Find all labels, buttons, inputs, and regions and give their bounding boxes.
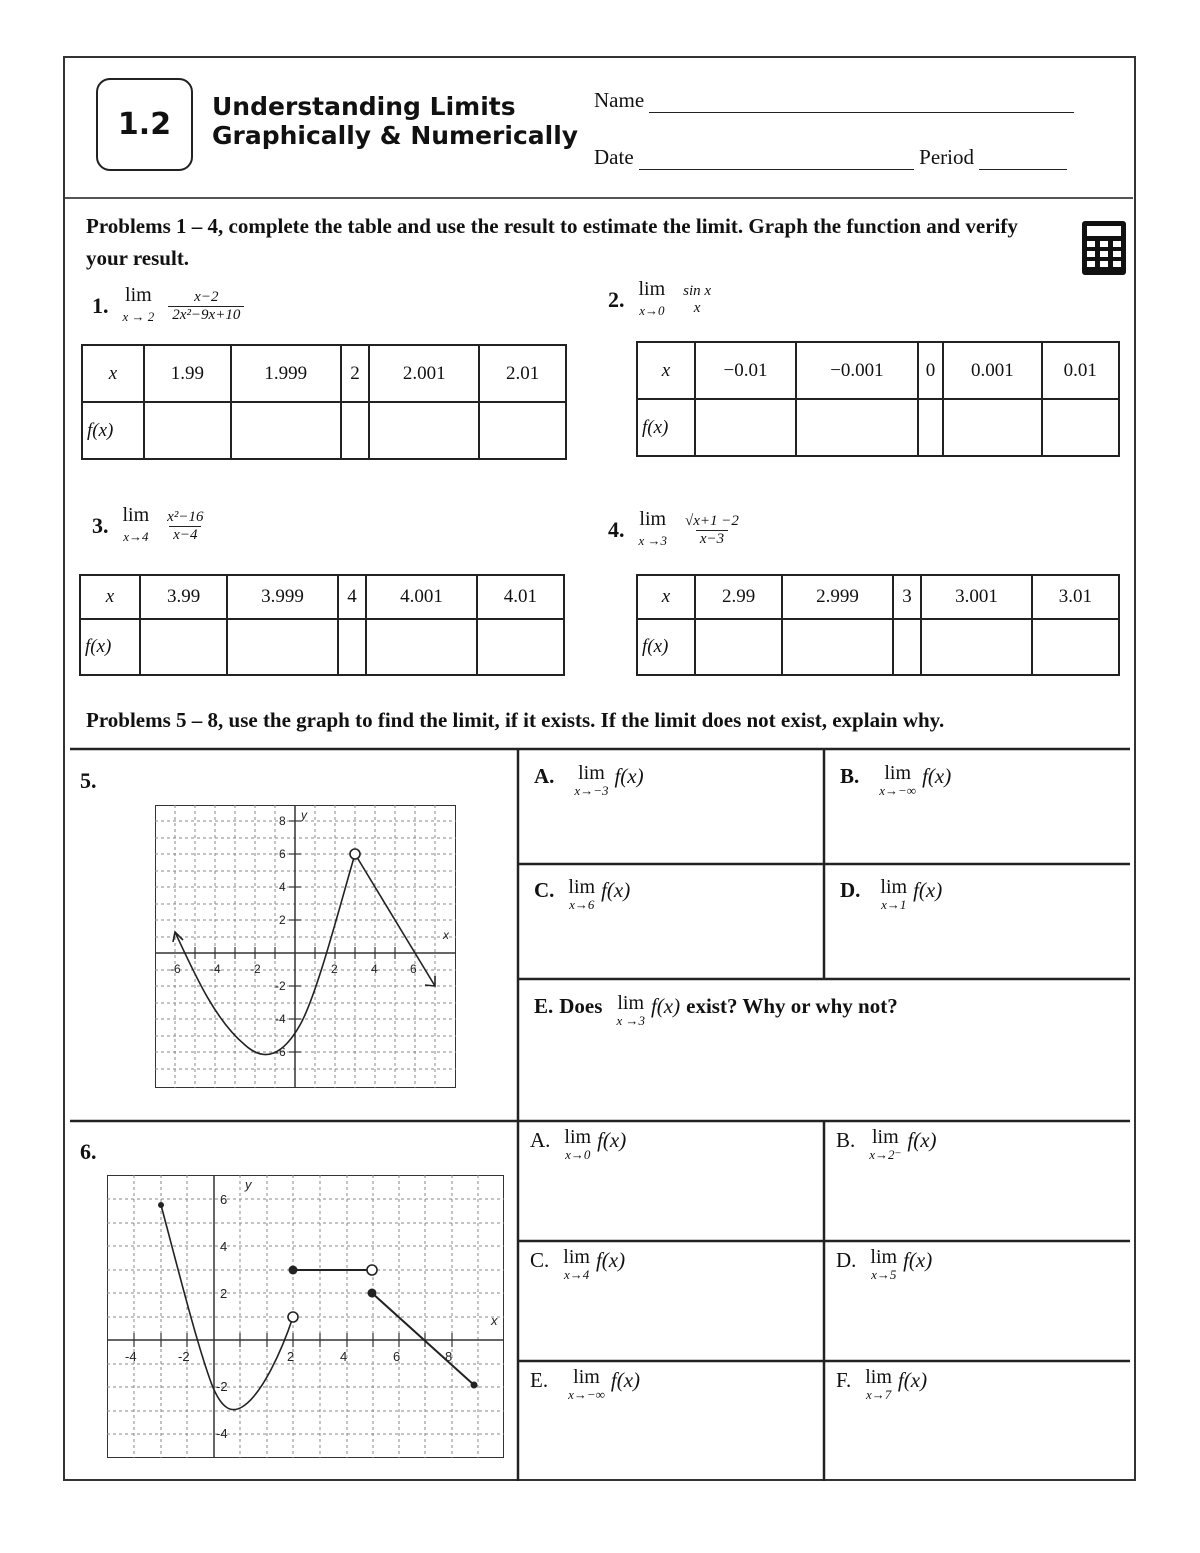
lim-word: lim bbox=[880, 876, 908, 898]
p6-question-d bbox=[836, 1248, 932, 1284]
closed-point bbox=[368, 1289, 377, 1298]
denominator: 2x²−9x+10 bbox=[168, 306, 244, 324]
lim-subscript: x→0 bbox=[639, 303, 665, 318]
lim-subscript: x → 2 bbox=[122, 309, 155, 324]
lim-word: lim bbox=[578, 762, 605, 784]
lim-word: lim bbox=[639, 508, 667, 530]
y-tick-label: 2 bbox=[279, 913, 286, 927]
problem-1-number: 1. bbox=[92, 293, 109, 318]
function-notation: f(x) bbox=[913, 878, 943, 902]
lim-word: lim bbox=[563, 1246, 590, 1268]
closed-point bbox=[289, 1266, 298, 1275]
answer-area-6b[interactable] bbox=[826, 1170, 1128, 1239]
p5-question-c bbox=[534, 878, 630, 914]
question-letter: D. bbox=[836, 1248, 857, 1272]
y-tick-label: -6 bbox=[275, 1045, 286, 1059]
question-text: exist? Why or why not? bbox=[686, 994, 898, 1018]
lim-subscript: x→−3 bbox=[574, 783, 609, 798]
x-value: 2.001 bbox=[369, 345, 479, 402]
p5-question-b bbox=[840, 764, 951, 800]
fx-header: f(x) bbox=[637, 399, 695, 456]
x-value: 3.001 bbox=[921, 575, 1032, 619]
lim-subscript: x→6 bbox=[569, 897, 595, 912]
lim-subscript: x→−∞ bbox=[568, 1387, 605, 1402]
numerator: sin x bbox=[683, 283, 712, 299]
answer-area-6c[interactable] bbox=[520, 1290, 822, 1359]
x-value: 2 bbox=[341, 345, 369, 402]
answer-area-5c[interactable] bbox=[520, 915, 822, 977]
y-tick-label: -2 bbox=[216, 1379, 228, 1394]
y-tick-label: 6 bbox=[279, 847, 286, 861]
question-letter: C. bbox=[530, 1248, 550, 1272]
function-notation: f(x) bbox=[601, 878, 631, 902]
question-letter: B. bbox=[840, 764, 860, 788]
question-letter: A. bbox=[530, 1128, 551, 1152]
fx-header: f(x) bbox=[82, 402, 144, 459]
x-value: 4 bbox=[338, 575, 366, 619]
answer-area-6d[interactable] bbox=[826, 1290, 1128, 1359]
x-value: 0.01 bbox=[1042, 342, 1120, 399]
question-letter: E. bbox=[534, 994, 554, 1018]
endpoint bbox=[158, 1202, 164, 1208]
lim-word: lim bbox=[638, 278, 666, 300]
y-tick-label: -4 bbox=[275, 1012, 286, 1026]
question-text: Does bbox=[559, 994, 603, 1018]
denominator: x−4 bbox=[169, 526, 201, 544]
x-header: x bbox=[637, 575, 695, 619]
y-tick-label: 8 bbox=[279, 814, 286, 828]
answer-area-6f[interactable] bbox=[826, 1410, 1128, 1479]
function-notation: f(x) bbox=[650, 994, 681, 1018]
x-header: x bbox=[80, 575, 140, 619]
date-label: Date bbox=[594, 145, 634, 169]
p5-question-d bbox=[840, 878, 942, 914]
x-value: −0.01 bbox=[695, 342, 796, 399]
period-label: Period bbox=[919, 145, 974, 169]
x-header: x bbox=[637, 342, 695, 399]
x-tick-label: 6 bbox=[410, 962, 417, 976]
answer-area-5e[interactable] bbox=[520, 1035, 1128, 1119]
p6-question-f bbox=[836, 1368, 927, 1404]
answer-area-5a[interactable] bbox=[520, 800, 822, 862]
lim-word: lim bbox=[865, 1366, 892, 1388]
x-axis-label: x bbox=[443, 928, 449, 942]
lim-word: lim bbox=[564, 1126, 592, 1148]
p6-question-e bbox=[530, 1368, 640, 1404]
p6-question-a bbox=[530, 1128, 626, 1164]
question-letter: F. bbox=[836, 1368, 852, 1392]
lim-word: lim bbox=[872, 1126, 899, 1148]
fx-header: f(x) bbox=[80, 619, 140, 675]
x-value: 1.999 bbox=[231, 345, 341, 402]
question-letter: D. bbox=[840, 878, 861, 902]
x-value: 3.999 bbox=[227, 575, 338, 619]
y-axis-label: y bbox=[301, 808, 307, 822]
function-notation: f(x) bbox=[597, 1128, 627, 1152]
question-letter: A. bbox=[534, 764, 555, 788]
y-tick-label: 4 bbox=[220, 1239, 228, 1254]
p5-question-e bbox=[534, 994, 898, 1030]
y-tick-label: 6 bbox=[220, 1192, 228, 1207]
lim-subscript: x→−∞ bbox=[879, 783, 917, 798]
x-tick-label: 8 bbox=[445, 1349, 453, 1364]
lim-subscript: x →3 bbox=[616, 1013, 645, 1028]
lim-word: lim bbox=[573, 1366, 600, 1388]
y-tick-label: 4 bbox=[279, 880, 286, 894]
x-tick-label: -4 bbox=[210, 962, 221, 976]
section-number: 1.2 bbox=[117, 107, 172, 142]
x-tick-label: -2 bbox=[178, 1349, 190, 1364]
x-value: −0.001 bbox=[796, 342, 918, 399]
lim-word: lim bbox=[568, 876, 596, 898]
x-value: 2.999 bbox=[782, 575, 893, 619]
p5-question-a bbox=[534, 764, 644, 800]
problem-2-number: 2. bbox=[608, 287, 625, 312]
problem-5-graph bbox=[155, 805, 456, 1088]
function-notation: f(x) bbox=[903, 1248, 933, 1272]
function-notation: f(x) bbox=[595, 1248, 626, 1272]
lim-subscript: x→1 bbox=[881, 897, 907, 912]
function-notation: f(x) bbox=[610, 1368, 641, 1392]
x-tick-label: -4 bbox=[125, 1349, 137, 1364]
x-tick-label: -2 bbox=[250, 962, 261, 976]
x-value: 1.99 bbox=[144, 345, 231, 402]
y-tick-label: -2 bbox=[275, 979, 286, 993]
numerator: x²−16 bbox=[167, 508, 204, 525]
p6-question-b bbox=[836, 1128, 937, 1164]
question-letter: E. bbox=[530, 1368, 549, 1392]
x-value: 3.01 bbox=[1032, 575, 1119, 619]
denominator: x−3 bbox=[696, 530, 728, 548]
question-letter: C. bbox=[534, 878, 555, 902]
problem-5-number: 5. bbox=[80, 768, 97, 793]
x-tick-label: 2 bbox=[331, 962, 338, 976]
problem-4-number: 4. bbox=[608, 517, 625, 542]
function-notation: f(x) bbox=[614, 764, 644, 788]
lim-word: lim bbox=[884, 762, 911, 784]
x-tick-label: 4 bbox=[371, 962, 378, 976]
answer-area-5d[interactable] bbox=[826, 915, 1128, 977]
x-value: 3 bbox=[893, 575, 921, 619]
y-axis-label: y bbox=[245, 1177, 252, 1192]
instructions-1-4: Problems 1 – 4, complete the table and use the result to estimate the limit. Graph the function and verify your result. bbox=[86, 214, 1018, 270]
lim-word: lim bbox=[122, 504, 150, 526]
answer-area-5b[interactable] bbox=[826, 800, 1128, 862]
x-value: 0.001 bbox=[943, 342, 1041, 399]
x-value: 4.01 bbox=[477, 575, 564, 619]
numerator: √x+1 −2 bbox=[685, 512, 739, 529]
y-tick-label: 2 bbox=[220, 1286, 228, 1301]
lim-word: lim bbox=[125, 284, 152, 306]
open-point bbox=[288, 1312, 298, 1322]
denominator: x bbox=[693, 300, 701, 316]
open-point bbox=[367, 1265, 377, 1275]
open-point bbox=[350, 849, 360, 859]
p6-question-c bbox=[530, 1248, 625, 1284]
y-tick-label: -4 bbox=[216, 1426, 228, 1441]
endpoint bbox=[471, 1382, 478, 1389]
x-value: 3.99 bbox=[140, 575, 227, 619]
title-line-2: Graphically & Numerically bbox=[212, 121, 579, 150]
x-axis-label: x bbox=[491, 1313, 498, 1328]
lim-word: lim bbox=[617, 992, 645, 1014]
function-notation: f(x) bbox=[897, 1368, 928, 1392]
question-letter: B. bbox=[836, 1128, 856, 1152]
fx-header: f(x) bbox=[637, 619, 695, 675]
lim-subscript: x→0 bbox=[565, 1147, 591, 1162]
x-header: x bbox=[82, 345, 144, 402]
x-value: 2.99 bbox=[695, 575, 782, 619]
name-label: Name bbox=[594, 88, 645, 112]
x-tick-label: 4 bbox=[340, 1349, 348, 1364]
lim-subscript: x→4 bbox=[123, 529, 149, 544]
problem-6-graph bbox=[107, 1175, 504, 1458]
x-tick-label: 2 bbox=[287, 1349, 295, 1364]
lim-subscript: x→4 bbox=[563, 1267, 590, 1282]
x-tick-label: -6 bbox=[170, 962, 181, 976]
function-notation: f(x) bbox=[907, 1128, 937, 1152]
x-value: 4.001 bbox=[366, 575, 477, 619]
lim-subscript: x→5 bbox=[871, 1267, 897, 1282]
lim-subscript: x→7 bbox=[865, 1387, 892, 1402]
lim-word: lim bbox=[870, 1246, 898, 1268]
x-tick-label: 6 bbox=[393, 1349, 401, 1364]
x-value: 0 bbox=[918, 342, 943, 399]
problem-3-number: 3. bbox=[92, 513, 109, 538]
instructions-5-8: Problems 5 – 8, use the graph to find the limit, if it exists. If the limit does not exist, explain why. bbox=[86, 708, 945, 732]
function-notation: f(x) bbox=[922, 764, 952, 788]
numerator: x−2 bbox=[194, 288, 219, 305]
lim-subscript: x →3 bbox=[638, 533, 668, 548]
x-value: 2.01 bbox=[479, 345, 566, 402]
answer-area-6a[interactable] bbox=[520, 1170, 822, 1239]
lim-subscript: x→2⁻ bbox=[869, 1147, 902, 1162]
answer-area-6e[interactable] bbox=[520, 1410, 822, 1479]
problem-6-number: 6. bbox=[80, 1139, 97, 1164]
title-line-1: Understanding Limits bbox=[212, 92, 516, 121]
